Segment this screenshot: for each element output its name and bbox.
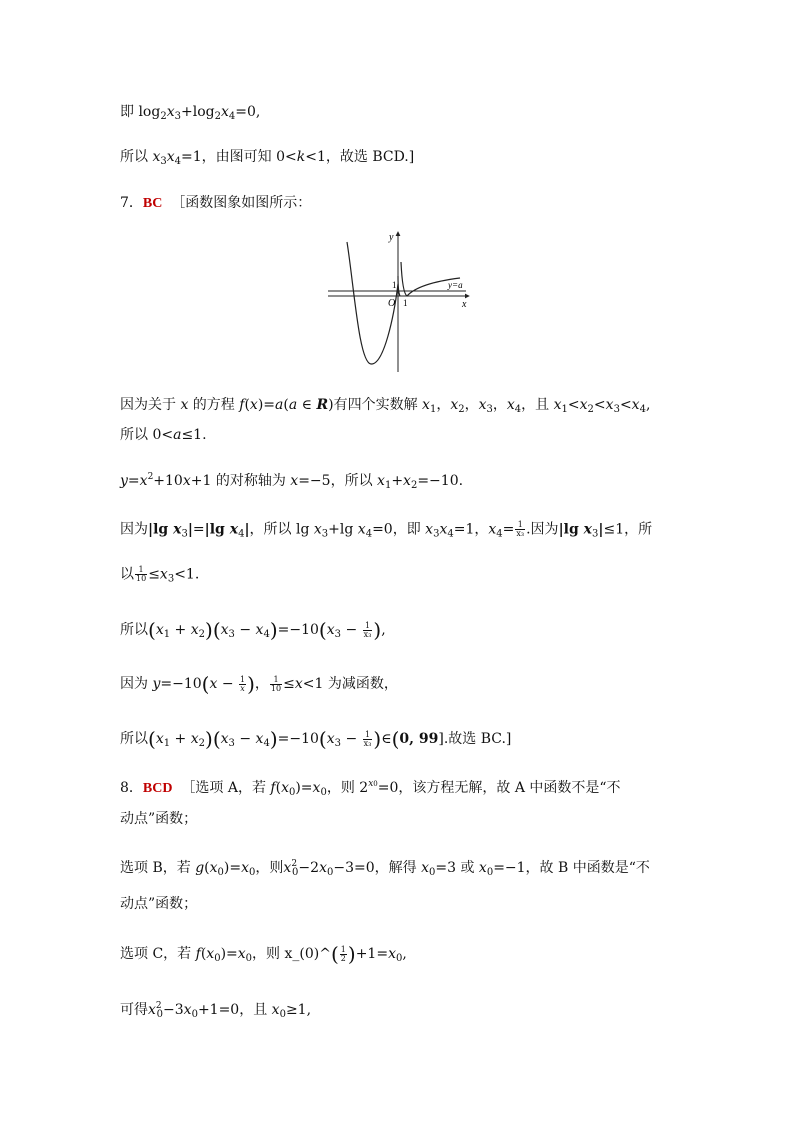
fraction: $\frac{1}{\text{x₃}}$: [516, 520, 525, 538]
fraction: $\frac{1}{\text{x₃}}$: [363, 729, 372, 748]
fraction: $\frac{1}{x}$: [240, 674, 246, 693]
text-line-16: 选项 C，若 $f(x_0)=x_0$，则 x_(0)^( $\frac{1}{2}$ )$+1=x_0$,: [120, 942, 407, 966]
question-number: 8．: [120, 780, 143, 796]
text-line-8: 以 $\frac{1}{10}$ $\le x_3<1$.: [120, 565, 200, 585]
text-line-1: 即 $\log_2x_3+\log_2x_4=0$,: [120, 104, 261, 122]
answer-label: BC: [142, 196, 163, 211]
fraction: $\frac{1}{\text{x₃}}$: [363, 620, 372, 639]
fraction: $\frac{1}{2}$: [340, 944, 346, 963]
origin-label: O: [388, 298, 396, 309]
line-label: y=a: [448, 280, 463, 290]
fraction: $\frac{1}{10}$: [136, 565, 147, 583]
text-line-13: 动点”函数；: [120, 811, 198, 827]
text-line-4: 因为关于 x 的方程 f(x)=a(a ∈ R)有四个实数解 $x_1$，$x_2$，$x_3$，$x_4$，且 $x_1<x_2<x_3<x_4$,: [120, 397, 651, 415]
answer-label: BCD: [142, 781, 173, 796]
question-7-heading: 7．BC ［函数图象如图所示：: [120, 195, 312, 211]
text-line-7: 因为|lg $x_3|=|\lg$ $x_4|$，所以 $\lg x_3+\lg$ $x_4=0$，即 $x_3x_4=1$，$x_4=$ $\frac{1}{\text{x₃}}$ .因为|lg $x_3|\le 1$，所: [120, 520, 653, 540]
function-graph-figure: [326, 226, 476, 374]
text-line-17: 可得$x^2_0-3x_0+1=0$，且 $x_0\ge 1$,: [120, 1001, 312, 1020]
x-axis-label: x: [462, 299, 467, 310]
text-line-11: 所以$(x_1 + x_2)(x_3 - x_4)=-10(x_3$ − $\frac{1}{\text{x₃}}$ )∈(0, 99].故选 BC.]: [120, 727, 512, 751]
y-axis-label: y: [389, 232, 394, 243]
text-line-2: 所以 $x_3x_4=1$，由图可知 0<k<1，故选 BCD.]: [120, 149, 415, 167]
text-line-9: 所以$(x_1 + x_2)(x_3 - x_4)=-10(x_3$ − $\frac{1}{\text{x₃}}$ ),: [120, 618, 386, 642]
question-8-heading: 8．BCD ［选项 A，若 $f(x_0)=x_0$，则 $2^{x0}=0$，该方程无解，故 A 中函数不是“不: [120, 779, 621, 798]
text-line-5: 所以 0<a≤1.: [120, 427, 207, 443]
x-tick-label: 1: [403, 298, 408, 308]
text-line-14: 选项 B，若 $g(x_0)=x_0$，则$x^2_0-2x_0-3=0$，解得 $x_0=3$ 或 $x_0=-1$，故 B 中函数是“不: [120, 859, 650, 878]
text-line-6: $y=x^2+10x+1$ 的对称轴为 x=−5，所以 $x_1+x_2=-10$.: [120, 472, 464, 491]
text-line-15: 动点”函数；: [120, 896, 198, 912]
y-tick-label: 1: [392, 280, 397, 290]
fraction: $\frac{1}{10}$: [270, 674, 282, 693]
text-line-10: 因为 y=−10(x − $\frac{1}{x}$ )， $\frac{1}{10}$ ≤x<1 为减函数，: [120, 672, 398, 696]
question-number: 7．: [120, 195, 143, 211]
